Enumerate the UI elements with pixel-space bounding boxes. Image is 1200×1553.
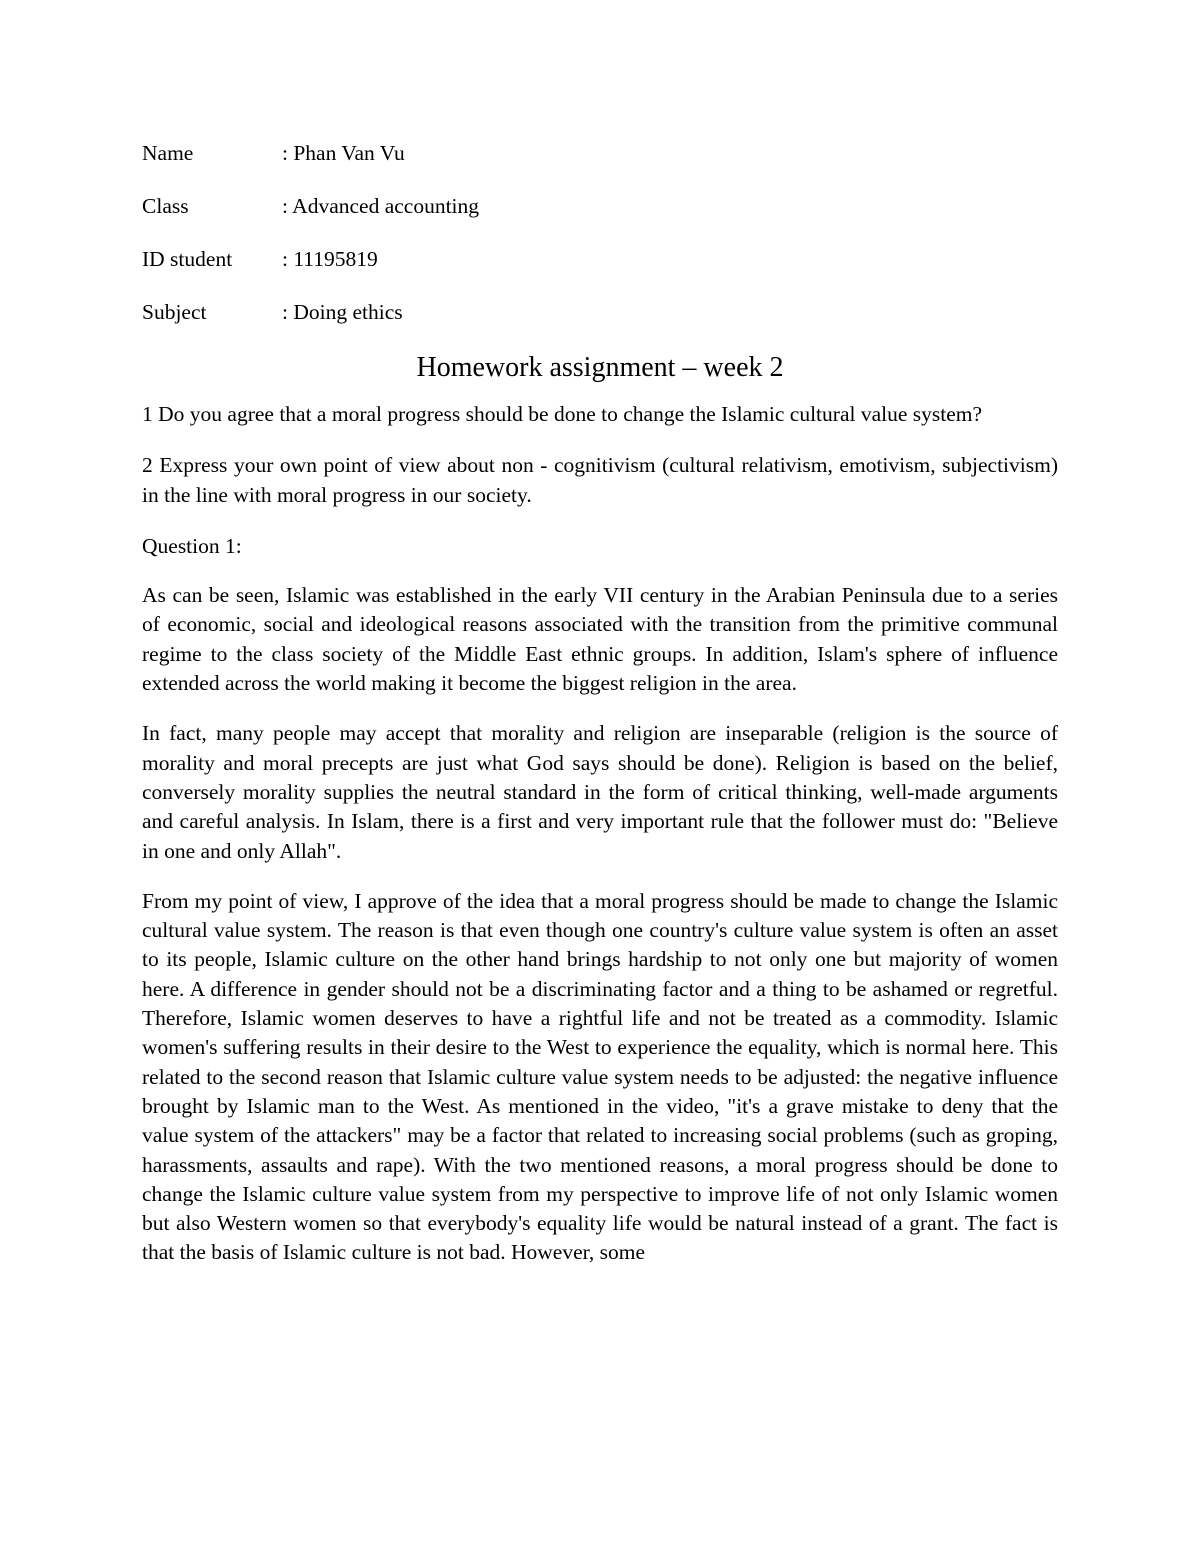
info-label: ID student bbox=[142, 247, 233, 271]
info-value: : Doing ethics bbox=[282, 300, 403, 324]
answer-heading: Question 1: bbox=[142, 533, 242, 558]
body-paragraph-2: In fact, many people may accept that morality and religion are inseparable (religion is the source of morality and moral precepts are just what God says should be done). Religion is based on the belief, conversely morality supplies the neutral standard in the form of critical thinking, well-made arguments and careful analysis. In Islam, there is a first and very important rule that the follower must do: "Believe in one and only Allah". bbox=[142, 721, 1058, 863]
info-label: Name bbox=[142, 141, 194, 165]
document-page bbox=[142, 138, 1058, 1289]
info-value: : Advanced accounting bbox=[282, 194, 480, 218]
body-paragraph-3: From my point of view, I approve of the idea that a moral progress should be made to change the Islamic cultural value system. The reason is that even though one country's culture value system is often an asset to its people, Islamic culture on the other hand brings hardship to not only one but majority of women here. A difference in gender should not be a discriminating factor and a thing to be ashamed or regretful. Therefore, Islamic women deserves to have a rightful life and not be treated as a commodity. Islamic women's suffering results in their desire to the West to experience the equality, which is normal here. This related to the second reason that Islamic culture value system needs to be adjusted: the negative influence brought by Islamic man to the West. As mentioned in the video, "it's a grave mistake to deny that the value system of the attackers" may be a factor that related to increasing social problems (such as groping, harassments, assaults and rape). With the two mentioned reasons, a moral progress should be done to change the Islamic culture value system from my perspective to improve life of not only Islamic women but also Western women so that everybody's equality life would be natural instead of a grant. The fact is that the basis of Islamic culture is not bad. However, some bbox=[142, 888, 1058, 1265]
info-row-subject bbox=[142, 297, 1058, 327]
info-label: Class bbox=[142, 194, 189, 218]
body-paragraph-1: As can be seen, Islamic was established in the early VII century in the Arabian Peninsula due to a series of economic, social and ideological reasons associated with the transition from the primitive communal regime to the class society of the Middle East ethnic groups. In addition, Islam's sphere of influence extended across the world making it become the biggest religion in the area. bbox=[142, 583, 1058, 696]
info-row-id-student bbox=[142, 244, 1058, 274]
info-value: : 11195819 bbox=[282, 247, 378, 271]
info-value: : Phan Van Vu bbox=[282, 141, 405, 165]
info-label: Subject bbox=[142, 300, 207, 324]
question-1: 1 Do you agree that a moral progress should be done to change the Islamic cultural value system? bbox=[142, 402, 983, 426]
student-info bbox=[142, 138, 1058, 327]
info-row-name bbox=[142, 138, 1058, 168]
document-title: Homework assignment – week 2 bbox=[416, 352, 784, 383]
question-2: 2 Express your own point of view about non - cognitivism (cultural relativism, emotivism, subjectivism) in the line with moral progress in our society. bbox=[142, 453, 1058, 507]
info-row-class bbox=[142, 191, 1058, 221]
